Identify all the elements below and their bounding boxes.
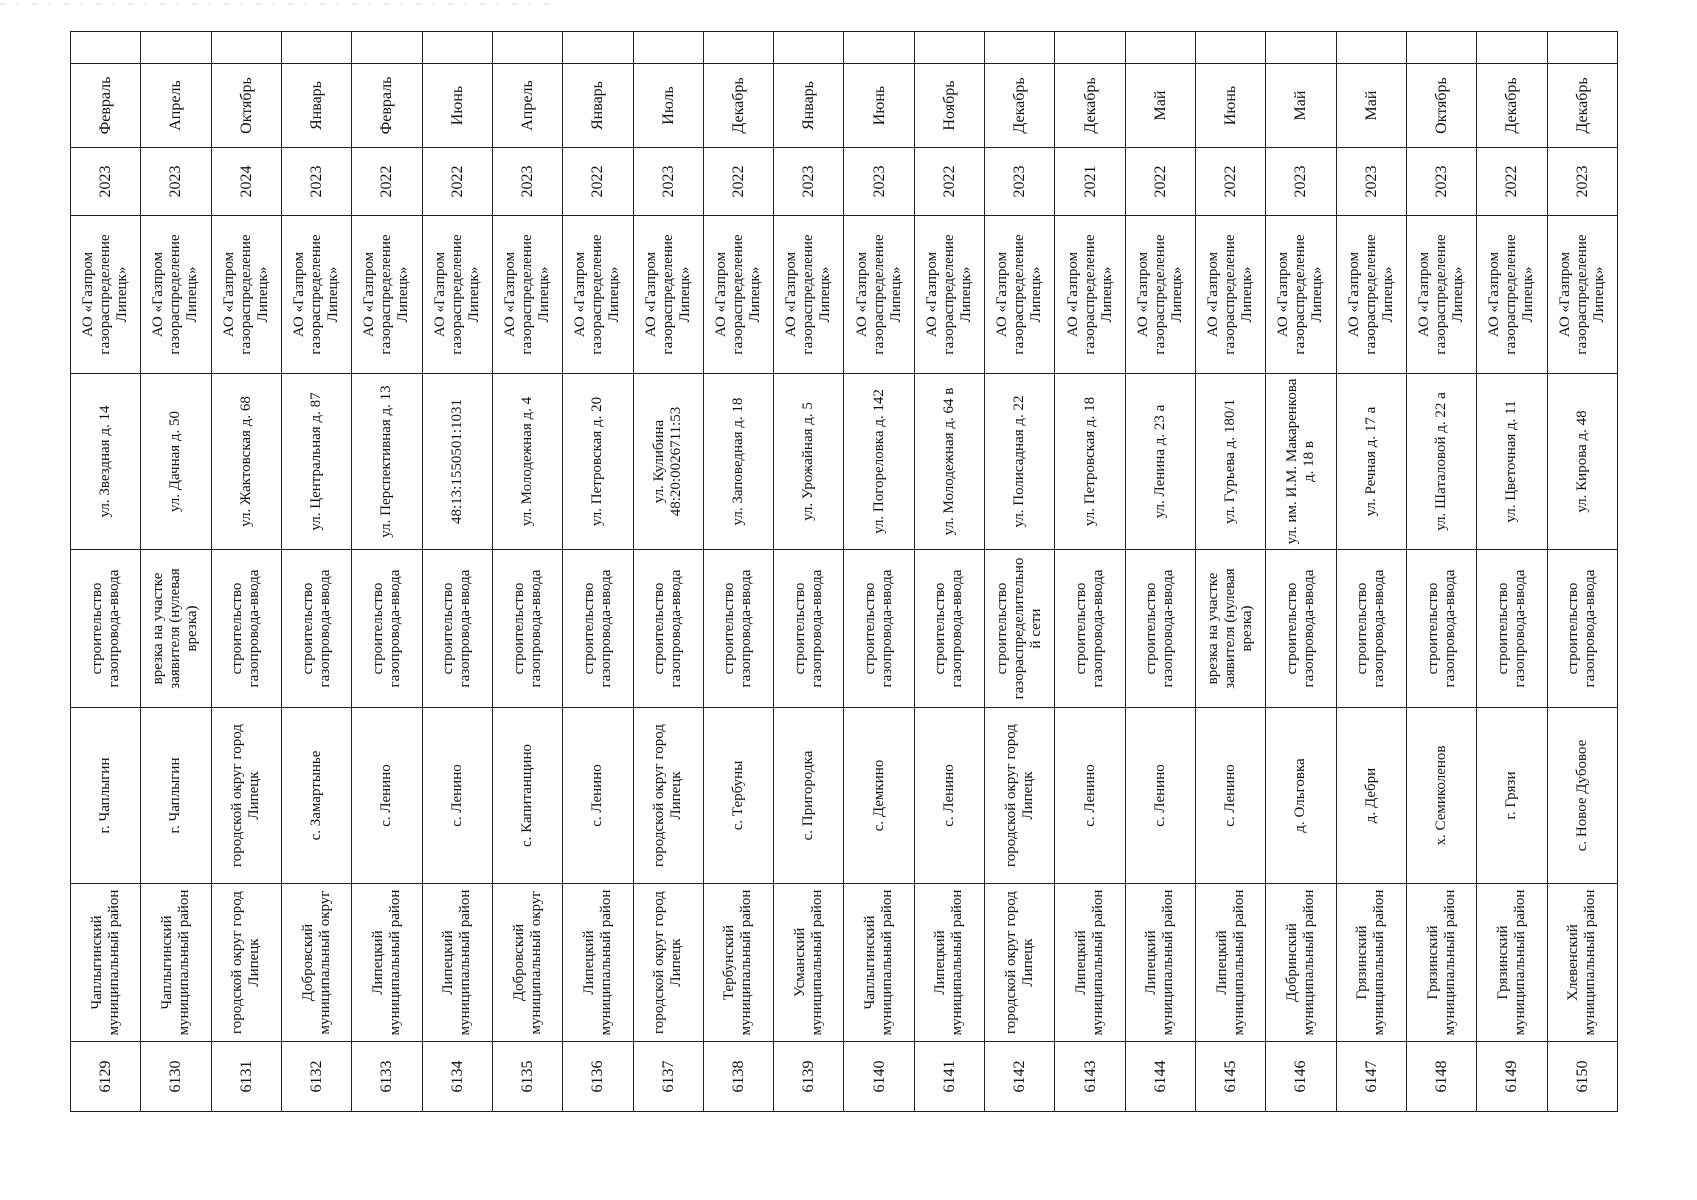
address-cell: ул. Молодежная д. 4 bbox=[492, 374, 562, 550]
work-type-cell: строительство газопровода-ввода bbox=[1477, 550, 1547, 708]
row-number: 6129 bbox=[71, 1042, 141, 1112]
row-number: 6150 bbox=[1547, 1042, 1617, 1112]
address-cell: ул. Речная д. 17 а bbox=[1336, 374, 1406, 550]
address-cell: ул. Заповедная д. 18 bbox=[703, 374, 773, 550]
row-number: 6131 bbox=[211, 1042, 281, 1112]
table-row bbox=[422, 32, 492, 1112]
year-cell: 2023 bbox=[281, 148, 351, 216]
locality-cell: с. Ленино bbox=[914, 708, 984, 884]
locality-cell: с. Ленино bbox=[352, 708, 422, 884]
locality-cell: с. Ленино bbox=[1055, 708, 1125, 884]
organization-cell: АО «Газпром газораспределение Липецк» bbox=[71, 216, 141, 374]
district-cell: Добровский муниципальный округ bbox=[492, 884, 562, 1042]
organization-cell: АО «Газпром газораспределение Липецк» bbox=[211, 216, 281, 374]
empty-trailing-cell bbox=[281, 32, 351, 64]
month-cell: Июнь bbox=[844, 64, 914, 148]
year-cell: 2022 bbox=[1125, 148, 1195, 216]
work-type-cell: строительство газопровода-ввода bbox=[1055, 550, 1125, 708]
row-number: 6148 bbox=[1406, 1042, 1476, 1112]
locality-cell: с. Ленино bbox=[1196, 708, 1266, 884]
empty-trailing-cell bbox=[1477, 32, 1547, 64]
address-cell: ул. Кулибина 48:20:0026711:53 bbox=[633, 374, 703, 550]
work-type-cell: строительство газопровода-ввода bbox=[1266, 550, 1336, 708]
year-cell: 2022 bbox=[914, 148, 984, 216]
organization-cell: АО «Газпром газораспределение Липецк» bbox=[281, 216, 351, 374]
address-cell: ул. Петровская д. 18 bbox=[1055, 374, 1125, 550]
district-cell: Тербунский муниципальный район bbox=[703, 884, 773, 1042]
year-cell: 2023 bbox=[985, 148, 1055, 216]
organization-cell: АО «Газпром газораспределение Липецк» bbox=[844, 216, 914, 374]
organization-cell: АО «Газпром газораспределение Липецк» bbox=[352, 216, 422, 374]
month-cell: Январь bbox=[774, 64, 844, 148]
table-row bbox=[1477, 32, 1547, 1112]
year-cell: 2023 bbox=[141, 148, 211, 216]
work-type-cell: строительство газопровода-ввода bbox=[774, 550, 844, 708]
table-row bbox=[1055, 32, 1125, 1112]
month-cell: Июнь bbox=[1196, 64, 1266, 148]
district-cell: Липецкий муниципальный район bbox=[914, 884, 984, 1042]
month-cell: Декабрь bbox=[1477, 64, 1547, 148]
organization-cell: АО «Газпром газораспределение Липецк» bbox=[492, 216, 562, 374]
work-type-cell: строительство газопровода-ввода bbox=[211, 550, 281, 708]
row-number: 6149 bbox=[1477, 1042, 1547, 1112]
district-cell: Хлевенский муниципальный район bbox=[1547, 884, 1617, 1042]
district-cell: Чаплыгинский муниципальный район bbox=[141, 884, 211, 1042]
locality-cell: х. Семиколенов bbox=[1406, 708, 1476, 884]
month-cell: Июнь bbox=[422, 64, 492, 148]
locality-cell: городской округ город Липецк bbox=[211, 708, 281, 884]
work-type-cell: строительство газопровода-ввода bbox=[1406, 550, 1476, 708]
organization-cell: АО «Газпром газораспределение Липецк» bbox=[1406, 216, 1476, 374]
month-cell: Январь bbox=[563, 64, 633, 148]
district-cell: Липецкий муниципальный район bbox=[1055, 884, 1125, 1042]
month-cell: Май bbox=[1336, 64, 1406, 148]
district-cell: городской округ город Липецк bbox=[985, 884, 1055, 1042]
table-row bbox=[281, 32, 351, 1112]
locality-cell: городской округ город Липецк bbox=[633, 708, 703, 884]
empty-trailing-cell bbox=[492, 32, 562, 64]
month-cell: Октябрь bbox=[1406, 64, 1476, 148]
locality-cell: д. Дебри bbox=[1336, 708, 1406, 884]
empty-trailing-cell bbox=[1055, 32, 1125, 64]
district-cell: Добровский муниципальный округ bbox=[281, 884, 351, 1042]
row-number: 6146 bbox=[1266, 1042, 1336, 1112]
organization-cell: АО «Газпром газораспределение Липецк» bbox=[422, 216, 492, 374]
organization-cell: АО «Газпром газораспределение Липецк» bbox=[985, 216, 1055, 374]
district-cell: Липецкий муниципальный район bbox=[352, 884, 422, 1042]
month-cell: Февраль bbox=[71, 64, 141, 148]
locality-cell: г. Грязи bbox=[1477, 708, 1547, 884]
month-cell: Апрель bbox=[492, 64, 562, 148]
locality-cell: с. Капитанщино bbox=[492, 708, 562, 884]
work-type-cell: строительство газораспределительной сети bbox=[985, 550, 1055, 708]
year-cell: 2023 bbox=[1266, 148, 1336, 216]
district-cell: Липецкий муниципальный район bbox=[563, 884, 633, 1042]
address-cell: ул. им. И.М. Макаренкова д. 18 в bbox=[1266, 374, 1336, 550]
row-number: 6136 bbox=[563, 1042, 633, 1112]
empty-trailing-cell bbox=[703, 32, 773, 64]
row-number: 6135 bbox=[492, 1042, 562, 1112]
row-number: 6145 bbox=[1196, 1042, 1266, 1112]
table-row bbox=[774, 32, 844, 1112]
work-type-cell: строительство газопровода-ввода bbox=[1547, 550, 1617, 708]
work-type-cell: строительство газопровода-ввода bbox=[352, 550, 422, 708]
row-number: 6130 bbox=[141, 1042, 211, 1112]
district-cell: городской округ город Липецк bbox=[211, 884, 281, 1042]
address-cell: ул. Урожайная д. 5 bbox=[774, 374, 844, 550]
address-cell: ул. Молодежная д. 64 в bbox=[914, 374, 984, 550]
organization-cell: АО «Газпром газораспределение Липецк» bbox=[1477, 216, 1547, 374]
work-type-cell: строительство газопровода-ввода bbox=[914, 550, 984, 708]
month-cell: Январь bbox=[281, 64, 351, 148]
month-cell: Февраль bbox=[352, 64, 422, 148]
work-type-cell: строительство газопровода-ввода bbox=[422, 550, 492, 708]
empty-trailing-cell bbox=[1547, 32, 1617, 64]
address-cell: ул. Цветочная д. 11 bbox=[1477, 374, 1547, 550]
locality-cell: д. Ольговка bbox=[1266, 708, 1336, 884]
table-row bbox=[563, 32, 633, 1112]
year-cell: 2022 bbox=[422, 148, 492, 216]
work-type-cell: строительство газопровода-ввода bbox=[1336, 550, 1406, 708]
row-number: 6139 bbox=[774, 1042, 844, 1112]
table-row bbox=[352, 32, 422, 1112]
work-type-cell: строительство газопровода-ввода bbox=[71, 550, 141, 708]
rotated-page bbox=[70, 32, 1618, 1112]
district-cell: Грязинский муниципальный район bbox=[1477, 884, 1547, 1042]
organization-cell: АО «Газпром газораспределение Липецк» bbox=[633, 216, 703, 374]
district-cell: Усманский муниципальный район bbox=[774, 884, 844, 1042]
organization-cell: АО «Газпром газораспределение Липецк» bbox=[703, 216, 773, 374]
address-cell: ул. Гурьева д. 180/1 bbox=[1196, 374, 1266, 550]
empty-trailing-cell bbox=[563, 32, 633, 64]
table-row bbox=[1406, 32, 1476, 1112]
work-type-cell: строительство газопровода-ввода bbox=[281, 550, 351, 708]
scan-noise-strip bbox=[0, 0, 560, 10]
month-cell: Ноябрь bbox=[914, 64, 984, 148]
address-cell: ул. Перспективная д. 13 bbox=[352, 374, 422, 550]
address-cell: ул. Погореловка д. 142 bbox=[844, 374, 914, 550]
empty-trailing-cell bbox=[774, 32, 844, 64]
locality-cell: г. Чаплыгин bbox=[71, 708, 141, 884]
table-row bbox=[914, 32, 984, 1112]
year-cell: 2024 bbox=[211, 148, 281, 216]
month-cell: Июль bbox=[633, 64, 703, 148]
organization-cell: АО «Газпром газораспределение Липецк» bbox=[774, 216, 844, 374]
empty-trailing-cell bbox=[211, 32, 281, 64]
year-cell: 2023 bbox=[774, 148, 844, 216]
table-row bbox=[633, 32, 703, 1112]
year-cell: 2023 bbox=[844, 148, 914, 216]
district-cell: Грязинский муниципальный район bbox=[1336, 884, 1406, 1042]
work-type-cell: строительство газопровода-ввода bbox=[563, 550, 633, 708]
address-cell: ул. Звездная д. 14 bbox=[71, 374, 141, 550]
work-type-cell: строительство газопровода-ввода bbox=[633, 550, 703, 708]
organization-cell: АО «Газпром газораспределение Липецк» bbox=[141, 216, 211, 374]
row-number: 6132 bbox=[281, 1042, 351, 1112]
empty-trailing-cell bbox=[1406, 32, 1476, 64]
locality-cell: с. Замартынье bbox=[281, 708, 351, 884]
address-cell: ул. Петровская д. 20 bbox=[563, 374, 633, 550]
organization-cell: АО «Газпром газораспределение Липецк» bbox=[914, 216, 984, 374]
empty-trailing-cell bbox=[1266, 32, 1336, 64]
row-number: 6141 bbox=[914, 1042, 984, 1112]
empty-trailing-cell bbox=[141, 32, 211, 64]
year-cell: 2023 bbox=[71, 148, 141, 216]
month-cell: Апрель bbox=[141, 64, 211, 148]
row-number: 6134 bbox=[422, 1042, 492, 1112]
address-cell: ул. Кирова д. 48 bbox=[1547, 374, 1617, 550]
organization-cell: АО «Газпром газораспределение Липецк» bbox=[1196, 216, 1266, 374]
month-cell: Декабрь bbox=[1547, 64, 1617, 148]
year-cell: 2023 bbox=[633, 148, 703, 216]
row-number: 6140 bbox=[844, 1042, 914, 1112]
empty-trailing-cell bbox=[422, 32, 492, 64]
table-row bbox=[844, 32, 914, 1112]
address-cell: 48:13:1550501:1031 bbox=[422, 374, 492, 550]
gas-connection-register-table bbox=[70, 31, 1618, 1112]
district-cell: Липецкий муниципальный район bbox=[422, 884, 492, 1042]
month-cell: Декабрь bbox=[703, 64, 773, 148]
organization-cell: АО «Газпром газораспределение Липецк» bbox=[563, 216, 633, 374]
district-cell: Липецкий муниципальный район bbox=[1125, 884, 1195, 1042]
work-type-cell: строительство газопровода-ввода bbox=[844, 550, 914, 708]
locality-cell: с. Ленино bbox=[1125, 708, 1195, 884]
table-body bbox=[71, 32, 1618, 1112]
work-type-cell: врезка на участке заявителя (нулевая врезка) bbox=[141, 550, 211, 708]
locality-cell: с. Пригородка bbox=[774, 708, 844, 884]
row-number: 6133 bbox=[352, 1042, 422, 1112]
table-row bbox=[1547, 32, 1617, 1112]
organization-cell: АО «Газпром газораспределение Липецк» bbox=[1125, 216, 1195, 374]
year-cell: 2023 bbox=[1336, 148, 1406, 216]
year-cell: 2022 bbox=[1196, 148, 1266, 216]
month-cell: Октябрь bbox=[211, 64, 281, 148]
month-cell: Май bbox=[1125, 64, 1195, 148]
empty-trailing-cell bbox=[844, 32, 914, 64]
empty-trailing-cell bbox=[71, 32, 141, 64]
locality-cell: с. Новое Дубовое bbox=[1547, 708, 1617, 884]
row-number: 6144 bbox=[1125, 1042, 1195, 1112]
table-row bbox=[211, 32, 281, 1112]
locality-cell: г. Чаплыгин bbox=[141, 708, 211, 884]
address-cell: ул. Ленина д. 23 а bbox=[1125, 374, 1195, 550]
table-row bbox=[1266, 32, 1336, 1112]
table-row bbox=[985, 32, 1055, 1112]
month-cell: Май bbox=[1266, 64, 1336, 148]
address-cell: ул. Центральная д. 87 bbox=[281, 374, 351, 550]
address-cell: ул. Жактовская д. 68 bbox=[211, 374, 281, 550]
year-cell: 2023 bbox=[1406, 148, 1476, 216]
empty-trailing-cell bbox=[352, 32, 422, 64]
district-cell: Чаплыгинский муниципальный район bbox=[844, 884, 914, 1042]
address-cell: ул. Дачная д. 50 bbox=[141, 374, 211, 550]
year-cell: 2022 bbox=[1477, 148, 1547, 216]
organization-cell: АО «Газпром газораспределение Липецк» bbox=[1547, 216, 1617, 374]
table-row bbox=[1196, 32, 1266, 1112]
row-number: 6138 bbox=[703, 1042, 773, 1112]
empty-trailing-cell bbox=[633, 32, 703, 64]
table-row bbox=[141, 32, 211, 1112]
table-row bbox=[1336, 32, 1406, 1112]
work-type-cell: строительство газопровода-ввода bbox=[703, 550, 773, 708]
table-row bbox=[71, 32, 141, 1112]
table-row bbox=[1125, 32, 1195, 1112]
locality-cell: с. Ленино bbox=[422, 708, 492, 884]
work-type-cell: строительство газопровода-ввода bbox=[1125, 550, 1195, 708]
year-cell: 2022 bbox=[563, 148, 633, 216]
empty-trailing-cell bbox=[1336, 32, 1406, 64]
year-cell: 2022 bbox=[703, 148, 773, 216]
address-cell: ул. Шаталовой д. 22 а bbox=[1406, 374, 1476, 550]
row-number: 6142 bbox=[985, 1042, 1055, 1112]
empty-trailing-cell bbox=[1125, 32, 1195, 64]
locality-cell: с. Демкино bbox=[844, 708, 914, 884]
district-cell: Добринский муниципальный район bbox=[1266, 884, 1336, 1042]
table-row bbox=[703, 32, 773, 1112]
month-cell: Декабрь bbox=[985, 64, 1055, 148]
district-cell: городской округ город Липецк bbox=[633, 884, 703, 1042]
organization-cell: АО «Газпром газораспределение Липецк» bbox=[1266, 216, 1336, 374]
row-number: 6143 bbox=[1055, 1042, 1125, 1112]
table-row bbox=[492, 32, 562, 1112]
work-type-cell: врезка на участке заявителя (нулевая врезка) bbox=[1196, 550, 1266, 708]
organization-cell: АО «Газпром газораспределение Липецк» bbox=[1055, 216, 1125, 374]
year-cell: 2021 bbox=[1055, 148, 1125, 216]
organization-cell: АО «Газпром газораспределение Липецк» bbox=[1336, 216, 1406, 374]
row-number: 6137 bbox=[633, 1042, 703, 1112]
year-cell: 2022 bbox=[352, 148, 422, 216]
locality-cell: с. Тербуны bbox=[703, 708, 773, 884]
empty-trailing-cell bbox=[985, 32, 1055, 64]
empty-trailing-cell bbox=[914, 32, 984, 64]
locality-cell: городской округ город Липецк bbox=[985, 708, 1055, 884]
year-cell: 2023 bbox=[492, 148, 562, 216]
district-cell: Липецкий муниципальный район bbox=[1196, 884, 1266, 1042]
month-cell: Декабрь bbox=[1055, 64, 1125, 148]
district-cell: Чаплыгинский муниципальный район bbox=[71, 884, 141, 1042]
address-cell: ул. Полисадная д. 22 bbox=[985, 374, 1055, 550]
work-type-cell: строительство газопровода-ввода bbox=[492, 550, 562, 708]
year-cell: 2023 bbox=[1547, 148, 1617, 216]
empty-trailing-cell bbox=[1196, 32, 1266, 64]
locality-cell: с. Ленино bbox=[563, 708, 633, 884]
row-number: 6147 bbox=[1336, 1042, 1406, 1112]
district-cell: Грязинский муниципальный район bbox=[1406, 884, 1476, 1042]
